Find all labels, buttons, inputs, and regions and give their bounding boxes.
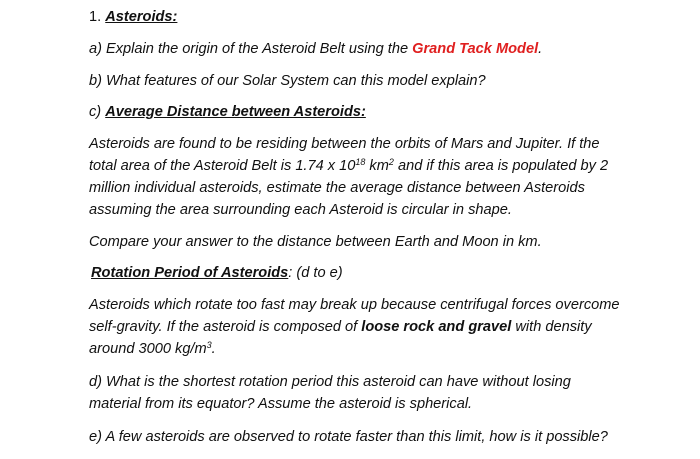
paragraph-1-line-4: assuming the area surrounding each Asteroid is circular in shape. xyxy=(89,202,512,218)
paragraph-1-line-1: Asteroids are found to be residing between the orbits of Mars and Jupiter. If the xyxy=(89,136,600,152)
rotation-title: Rotation Period of Asteroids xyxy=(91,265,289,281)
paragraph-1-line-2 xyxy=(89,155,608,177)
question-c-title: Average Distance between Asteroids: xyxy=(105,104,366,120)
para2-text-a: self-gravity. If the asteroid is composed of xyxy=(89,319,362,335)
paragraph-1-line-3: million individual asteroids, estimate the average distance between Asteroids xyxy=(89,180,585,196)
rotation-heading xyxy=(91,262,343,284)
question-c-prefix: c) xyxy=(89,104,106,120)
para2-text-b: with density xyxy=(511,319,592,335)
grand-tack-model-highlight: Grand Tack Model xyxy=(412,41,539,57)
loose-rock-gravel-bold: loose rock and gravel xyxy=(361,319,512,335)
paragraph-2-line-2 xyxy=(89,316,592,338)
question-c-heading xyxy=(89,101,366,123)
question-number: 1. xyxy=(89,9,102,25)
question-1-title: Asteroids: xyxy=(105,9,178,25)
paragraph-2-line-1: Asteroids which rotate too fast may break up because centrifugal forces overcome xyxy=(89,297,620,313)
question-1-heading xyxy=(89,6,177,28)
exponent-18: 18 xyxy=(355,157,366,167)
question-a xyxy=(89,38,542,60)
para1-text-a: total area of the Asteroid Belt is 1.74 x 10 xyxy=(89,158,356,174)
exponent-3: 3 xyxy=(206,340,212,350)
question-a-prefix: a) Explain the origin of the Asteroid Belt using the xyxy=(89,41,413,57)
question-e: e) A few asteroids are observed to rotate faster than this limit, how is it possible? xyxy=(89,429,608,445)
question-d-line-2: material from its equator? Assume the asteroid is spherical. xyxy=(89,396,473,412)
exponent-2: 2 xyxy=(388,157,394,167)
para1-text-b: km xyxy=(365,158,389,174)
para2-text-d: . xyxy=(211,341,216,357)
question-d-line-1: d) What is the shortest rotation period this asteroid can have without losing xyxy=(89,374,571,390)
question-b: b) What features of our Solar System can this model explain? xyxy=(89,73,486,89)
compare-instruction: Compare your answer to the distance between Earth and Moon in km. xyxy=(89,234,542,250)
paragraph-2-line-3 xyxy=(89,338,216,360)
question-a-suffix: . xyxy=(538,41,543,57)
para1-text-c: and if this area is populated by 2 xyxy=(393,158,609,174)
rotation-suffix: : (d to e) xyxy=(288,265,343,281)
para2-text-c: around 3000 kg/m xyxy=(89,341,207,357)
